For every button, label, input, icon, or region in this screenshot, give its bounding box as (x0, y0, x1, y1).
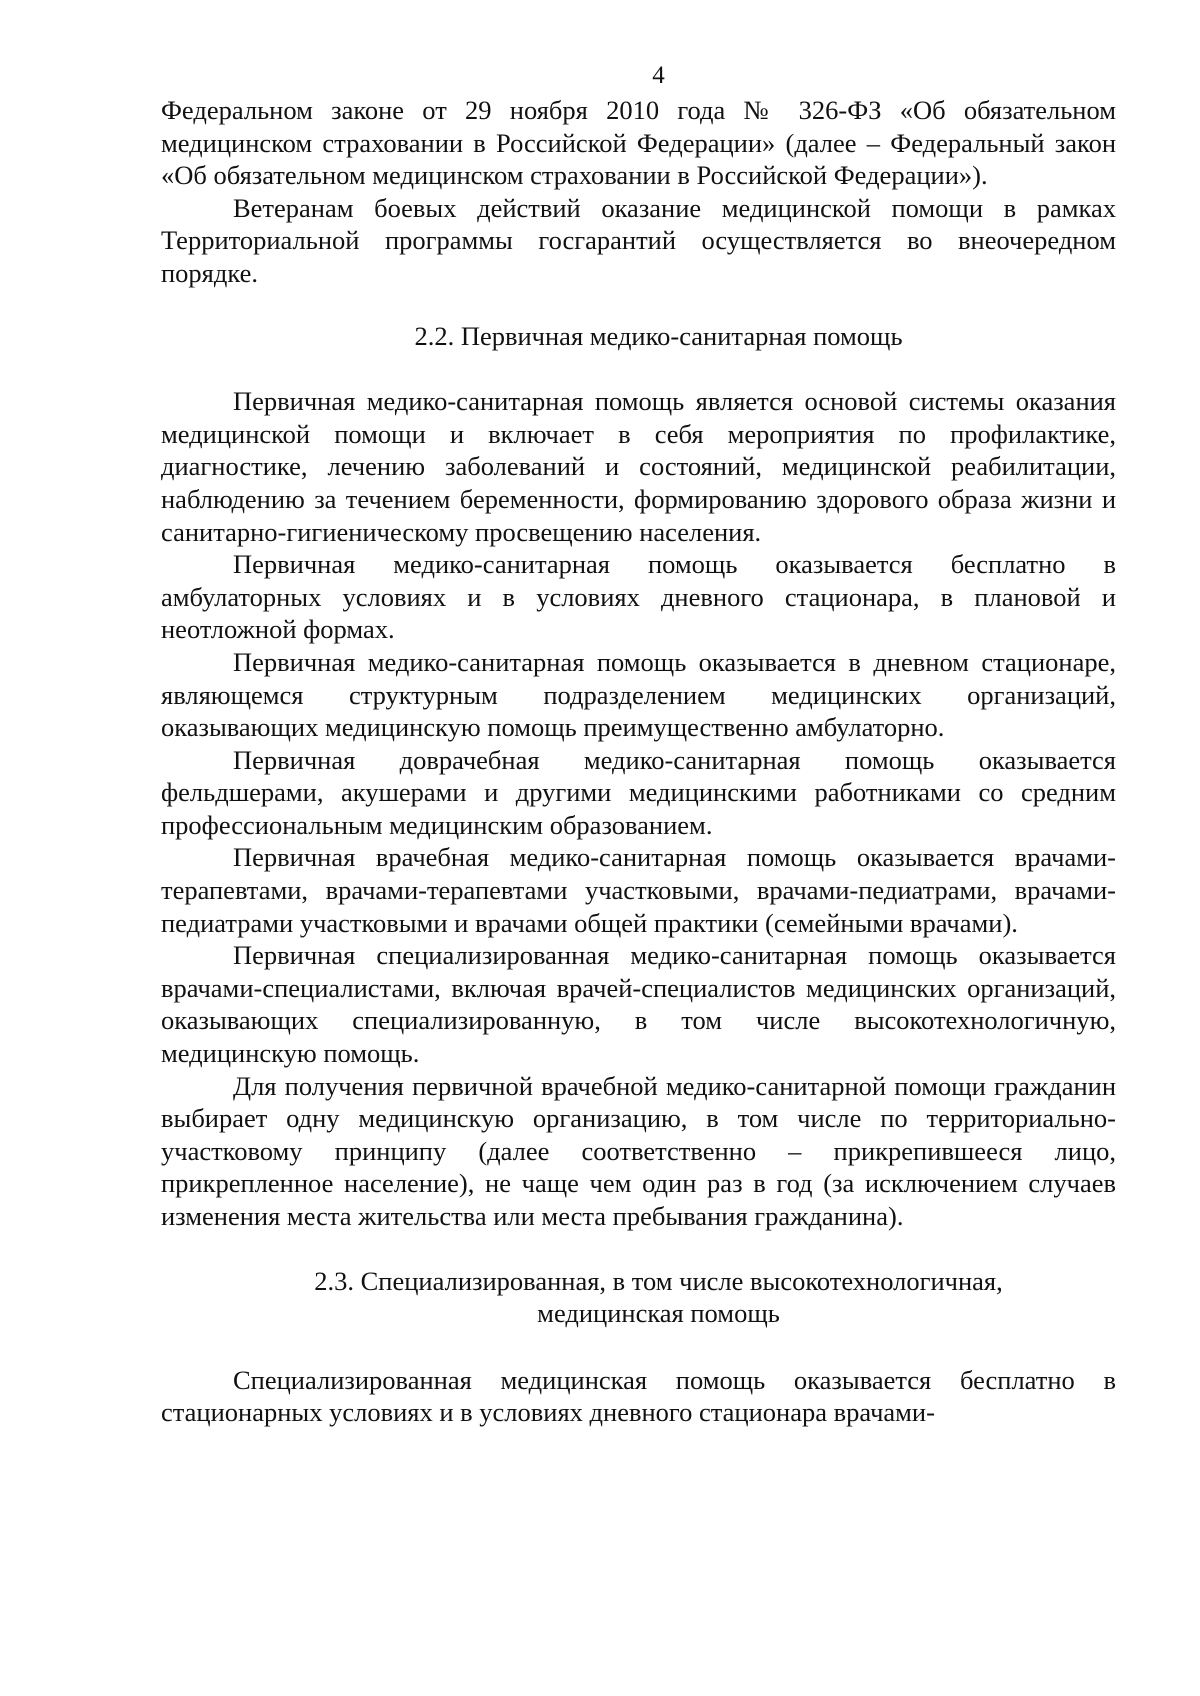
paragraph-choice-of-organization: Для получения первичной врачебной медико-санитарной помощи гражданин выбирает одну медицинскую организацию, в том числе по территориально-участковому принципу (далее соответственно – прикрепившееся лицо, прикрепленное население), не чаще чем один раз в год (за исключением случаев изменения места жительства или места пребывания гражданина). (161, 1070, 1116, 1231)
paragraph-pre-doctor-care: Первичная доврачебная медико-санитарная помощь оказывается фельдшерами, акушерами и другими медицинскими работниками со средним профессиональным медицинским образованием. (161, 744, 1116, 840)
page-number: 4 (652, 62, 665, 89)
document-page (161, 60, 1116, 1429)
paragraph-specialized-care: Специализированная медицинская помощь оказывается бесплатно в стационарных условиях и в условиях дневного стационара врачами- (161, 1364, 1116, 1428)
paragraph-primary-care-free: Первичная медико-санитарная помощь оказывается бесплатно в амбулаторных условиях и в условиях дневного стационара, в плановой и неотложной формах. (161, 549, 1116, 645)
paragraph-doctor-care: Первичная врачебная медико-санитарная помощь оказывается врачами-терапевтами, врачами-терапевтами участковыми, врачами-педиатрами, врачами-педиатрами участковыми и врачами общей практики (семейными врачами). (161, 842, 1116, 938)
paragraph-specialized-primary-care: Первичная специализированная медико-санитарная помощь оказывается врачами-специалистами, включая врачей-специалистов медицинских организаций, оказывающих специализированную, в том числе высокотехнологичную, медицинскую помощь. (161, 940, 1116, 1069)
section-heading-2-3 (161, 1265, 1116, 1330)
paragraph-federal-law-continuation: Федеральном законе от 29 ноября 2010 года № 326-ФЗ «Об обязательном медицинском страховании в Российской Федерации» (далее – Федеральный закон «Об обязательном медицинском страховании в Российской Федерации»). (161, 95, 1116, 191)
section-heading-2-3-line-1: 2.3. Специализированная, в том числе высокотехнологичная, (314, 1265, 1003, 1296)
paragraph-day-hospital: Первичная медико-санитарная помощь оказывается в дневном стационаре, являющемся структурным подразделением медицинских организаций, оказывающих медицинскую помощь преимущественно амбулаторно. (161, 646, 1116, 743)
section-heading-2-2: 2.2. Первичная медико-санитарная помощь (414, 320, 903, 351)
paragraph-primary-care-basis: Первичная медико-санитарная помощь является основой системы оказания медицинской помощи и включает в себя мероприятия по профилактике, диагностике, лечению заболеваний и состояний, медицинской реабилитации, наблюдению за течением беременности, формированию здорового образа жизни и санитарно-гигиеническому просвещению населения. (161, 386, 1116, 547)
paragraph-combat-veterans: Ветеранам боевых действий оказание медицинской помощи в рамках Территориальной программы госгарантий осуществляется во внеочередном порядке. (161, 192, 1116, 288)
section-heading-2-3-line-2: медицинская помощь (537, 1298, 780, 1329)
